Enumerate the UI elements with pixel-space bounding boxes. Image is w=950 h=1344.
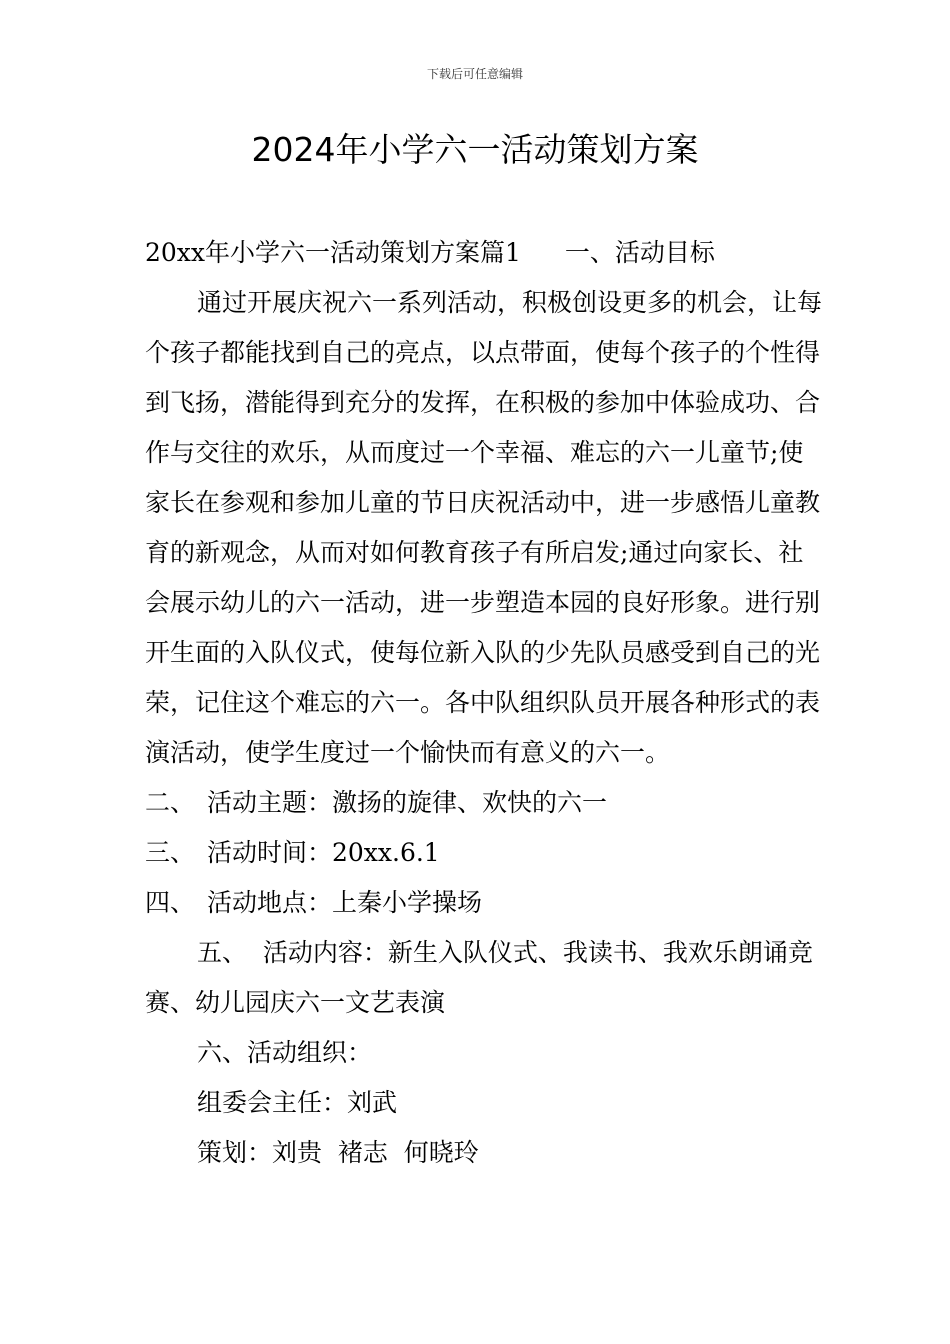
item-number: 五、 bbox=[197, 938, 248, 967]
item-content bbox=[145, 928, 825, 1028]
goal-paragraph: 通过开展庆祝六一系列活动，积极创设更多的机会，让每个孩子都能找到自己的亮点，以点带面，使每个孩子的个性得到飞扬，潜能得到充分的发挥，在积极的参加中体验成功、合作与交往的欢乐，从而度过一个幸福、难忘的六一儿童节;使家长在参观和参加儿童的节日庆祝活动中，进一步感悟儿童教育的新观念，从而对如何教育孩子有所启发;通过向家长、社会展示幼儿的六一活动，进一步塑造本园的良好形象。进行别开生面的入队仪式，使每位新入队的少先队员感受到自己的光荣，记住这个难忘的六一。各中队组织队员开展各种形式的表演活动，使学生度过一个愉快而有意义的六一。 bbox=[145, 288, 823, 767]
header-note: 下载后可任意编辑 bbox=[426, 67, 523, 81]
planning-line: 策划：刘贵 褚志 何晓玲 bbox=[197, 1138, 479, 1167]
item-text: 活动时间：20xx.6.1 bbox=[207, 838, 440, 867]
intro-line bbox=[145, 228, 825, 278]
org-heading: 六、活动组织： bbox=[197, 1038, 373, 1067]
doc-heading: 20xx年小学六一活动策划方案篇1 bbox=[145, 238, 521, 267]
item-theme bbox=[145, 778, 825, 828]
item-text: 活动内容：新生入队仪式、我读书、我欢乐朗诵竞赛、幼儿园庆六一文艺表演 bbox=[145, 938, 813, 1017]
committee-line: 组委会主任：刘武 bbox=[197, 1088, 398, 1117]
item-time bbox=[145, 828, 825, 878]
item-text: 活动地点：上秦小学操场 bbox=[207, 888, 483, 917]
item-number: 四、 bbox=[145, 888, 196, 917]
item-text: 活动主题：激扬的旋律、欢快的六一 bbox=[207, 788, 608, 817]
section-one-heading: 一、活动目标 bbox=[564, 238, 715, 267]
item-number: 二、 bbox=[145, 788, 196, 817]
item-number: 三、 bbox=[145, 838, 196, 867]
document-body bbox=[145, 228, 825, 1178]
item-location bbox=[145, 878, 825, 928]
document-title: 2024年小学六一活动策划方案 bbox=[251, 130, 699, 169]
